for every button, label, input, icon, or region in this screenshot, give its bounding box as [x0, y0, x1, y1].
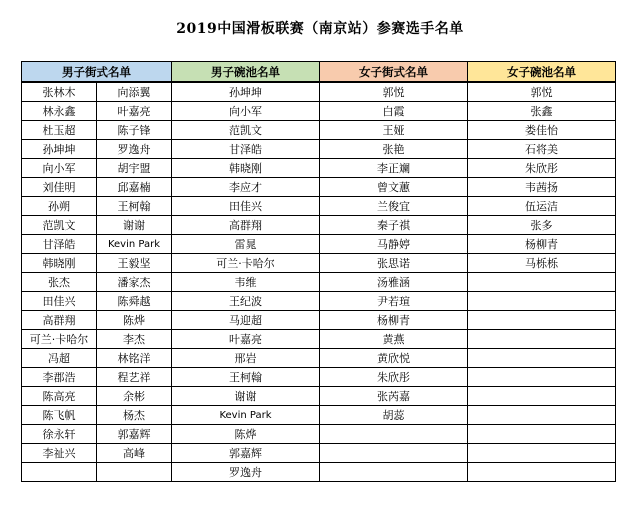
table-row [22, 235, 616, 254]
roster-table [21, 61, 616, 482]
table-row [22, 178, 616, 197]
women-bowl-name [468, 273, 616, 292]
men-bowl-name: 孙坤坤 [172, 83, 320, 102]
men-bowl-name: Kevin Park [172, 406, 320, 425]
men-bowl-name: 范凯文 [172, 121, 320, 140]
men-street-name-b: 余彬 [97, 387, 172, 406]
men-bowl-name: 王纪波 [172, 292, 320, 311]
men-street-name-b: 谢谢 [97, 216, 172, 235]
women-street-name: 杨柳青 [320, 311, 468, 330]
women-bowl-name [468, 368, 616, 387]
men-street-name-b: 王毅坚 [97, 254, 172, 273]
men-street-name-a: 孙朔 [22, 197, 97, 216]
men-street-name-a: 李郡浩 [22, 368, 97, 387]
men-street-name-b: 陈舜越 [97, 292, 172, 311]
women-bowl-name [468, 444, 616, 463]
women-bowl-name [468, 387, 616, 406]
women-bowl-name [468, 311, 616, 330]
men-street-name-a [22, 463, 97, 482]
header-women-street: 女子街式名单 [320, 62, 468, 82]
men-street-name-a: 张林木 [22, 83, 97, 102]
men-street-name-a: 范凯文 [22, 216, 97, 235]
men-street-name-b: 向添翼 [97, 83, 172, 102]
women-street-name: 白霞 [320, 102, 468, 121]
men-street-name-a: 刘佳明 [22, 178, 97, 197]
header-row [22, 62, 616, 82]
men-bowl-name: 郭嘉辉 [172, 444, 320, 463]
men-street-name-b: Kevin Park [97, 235, 172, 254]
men-street-name-b: 陈子锋 [97, 121, 172, 140]
table-row [22, 102, 616, 121]
women-bowl-name [468, 330, 616, 349]
men-street-name-b [97, 463, 172, 482]
men-street-name-b: 潘家杰 [97, 273, 172, 292]
table-row [22, 406, 616, 425]
women-bowl-name: 石将美 [468, 140, 616, 159]
men-bowl-name: 韦维 [172, 273, 320, 292]
men-street-name-a: 林永鑫 [22, 102, 97, 121]
men-street-name-a: 徐永轩 [22, 425, 97, 444]
men-street-name-a: 田佳兴 [22, 292, 97, 311]
women-bowl-name [468, 349, 616, 368]
table-row [22, 159, 616, 178]
table-row [22, 292, 616, 311]
men-street-name-a: 陈飞帆 [22, 406, 97, 425]
women-bowl-name: 朱欣彤 [468, 159, 616, 178]
men-street-name-b: 李杰 [97, 330, 172, 349]
table-row [22, 197, 616, 216]
men-street-name-b: 陈烨 [97, 311, 172, 330]
women-bowl-name [468, 425, 616, 444]
women-street-name: 尹若瑄 [320, 292, 468, 311]
men-street-name-b: 郭嘉辉 [97, 425, 172, 444]
women-bowl-name [468, 463, 616, 482]
men-bowl-name: 叶嘉亮 [172, 330, 320, 349]
men-bowl-name: 可兰·卡哈尔 [172, 254, 320, 273]
table-row [22, 330, 616, 349]
men-bowl-name: 谢谢 [172, 387, 320, 406]
women-street-name: 兰俊宜 [320, 197, 468, 216]
men-bowl-name: 李应才 [172, 178, 320, 197]
men-bowl-name: 高群翔 [172, 216, 320, 235]
women-bowl-name: 娄佳怡 [468, 121, 616, 140]
women-street-name: 秦子祺 [320, 216, 468, 235]
page-title: 2019中国滑板联赛（南京站）参赛选手名单 [176, 21, 464, 37]
men-bowl-name: 王柯翰 [172, 368, 320, 387]
women-bowl-name: 韦茜扬 [468, 178, 616, 197]
men-street-name-b: 王柯翰 [97, 197, 172, 216]
table-row [22, 463, 616, 482]
women-bowl-name: 杨柳青 [468, 235, 616, 254]
women-street-name: 曾文蕙 [320, 178, 468, 197]
men-street-name-b: 杨杰 [97, 406, 172, 425]
men-bowl-name: 罗逸舟 [172, 463, 320, 482]
men-street-name-b: 高峰 [97, 444, 172, 463]
men-street-name-b: 叶嘉亮 [97, 102, 172, 121]
men-street-name-a: 李祉兴 [22, 444, 97, 463]
women-street-name: 李正斓 [320, 159, 468, 178]
men-bowl-name: 甘泽皓 [172, 140, 320, 159]
women-street-name [320, 444, 468, 463]
men-street-name-a: 甘泽皓 [22, 235, 97, 254]
women-street-name: 胡蕊 [320, 406, 468, 425]
table-row [22, 254, 616, 273]
men-street-name-a: 陈高亮 [22, 387, 97, 406]
women-street-name: 黄欣悦 [320, 349, 468, 368]
men-street-name-a: 孙坤坤 [22, 140, 97, 159]
women-bowl-name: 张多 [468, 216, 616, 235]
table-row [22, 273, 616, 292]
women-bowl-name [468, 406, 616, 425]
women-street-name: 张芮嘉 [320, 387, 468, 406]
women-bowl-name: 马栎栎 [468, 254, 616, 273]
men-street-name-b: 罗逸舟 [97, 140, 172, 159]
men-bowl-name: 陈烨 [172, 425, 320, 444]
women-street-name: 张艳 [320, 140, 468, 159]
women-bowl-name: 张鑫 [468, 102, 616, 121]
men-bowl-name: 邢岩 [172, 349, 320, 368]
men-street-name-a: 冯超 [22, 349, 97, 368]
men-street-name-a: 可兰·卡哈尔 [22, 330, 97, 349]
women-street-name: 马静婷 [320, 235, 468, 254]
table-row [22, 83, 616, 102]
men-street-name-b: 程艺祥 [97, 368, 172, 387]
women-street-name: 郭悦 [320, 83, 468, 102]
men-street-name-a: 高群翔 [22, 311, 97, 330]
men-street-name-a: 向小军 [22, 159, 97, 178]
men-street-name-a: 杜玉超 [22, 121, 97, 140]
men-street-name-a: 韩晓刚 [22, 254, 97, 273]
women-street-name: 朱欣彤 [320, 368, 468, 387]
men-bowl-name: 马迎超 [172, 311, 320, 330]
men-street-name-b: 林铭洋 [97, 349, 172, 368]
women-street-name [320, 463, 468, 482]
men-bowl-name: 雷晁 [172, 235, 320, 254]
men-bowl-name: 向小军 [172, 102, 320, 121]
table-row [22, 349, 616, 368]
header-women-bowl: 女子碗池名单 [468, 62, 616, 82]
women-bowl-name: 伍运洁 [468, 197, 616, 216]
table-row [22, 425, 616, 444]
header-men-bowl: 男子碗池名单 [172, 62, 320, 82]
table-row [22, 121, 616, 140]
table-row [22, 140, 616, 159]
women-street-name: 张思诺 [320, 254, 468, 273]
men-street-name-a: 张杰 [22, 273, 97, 292]
table-row [22, 368, 616, 387]
women-bowl-name [468, 292, 616, 311]
women-street-name: 黄燕 [320, 330, 468, 349]
women-street-name: 王娅 [320, 121, 468, 140]
men-bowl-name: 韩晓刚 [172, 159, 320, 178]
women-bowl-name: 郭悦 [468, 83, 616, 102]
men-street-name-b: 邱嘉楠 [97, 178, 172, 197]
women-street-name [320, 425, 468, 444]
men-bowl-name: 田佳兴 [172, 197, 320, 216]
table-row [22, 387, 616, 406]
table-row [22, 444, 616, 463]
men-street-name-b: 胡宇盟 [97, 159, 172, 178]
table-row [22, 216, 616, 235]
table-row [22, 311, 616, 330]
women-street-name: 汤雅涵 [320, 273, 468, 292]
header-men-street: 男子街式名单 [22, 62, 172, 82]
